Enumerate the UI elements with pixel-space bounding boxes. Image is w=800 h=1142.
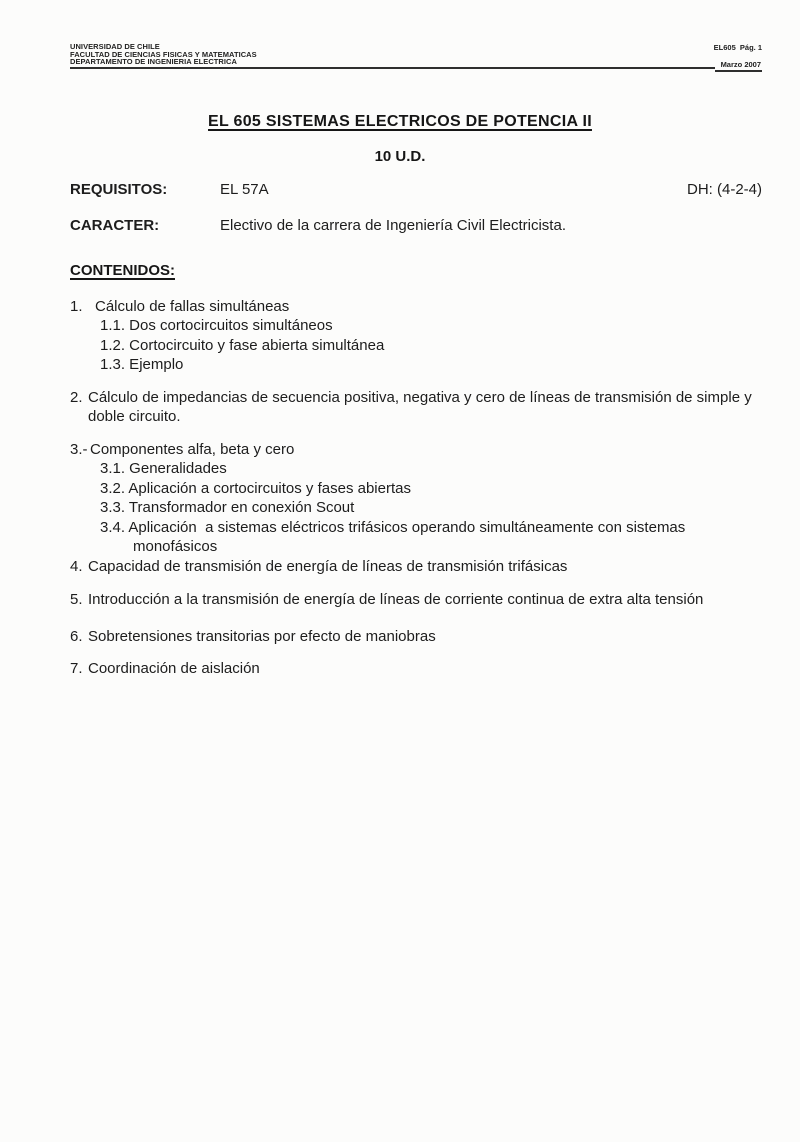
item-number: 4. [70,557,83,575]
item-text: Componentes alfa, beta y cero [90,440,295,458]
list-item-7 [70,659,762,679]
doc-date: Marzo 2007 [715,60,762,72]
requisitos-row [70,180,762,199]
contents-heading: CONTENIDOS: [70,261,175,279]
item-text: Coordinación de aislación [88,660,260,677]
item-number: 7. [70,660,83,677]
item-text: Cálculo de fallas simultáneas [95,297,290,315]
requisitos-value: EL 57A [220,180,269,198]
item-text: Sobretensiones transitorias por efecto de maniobras [88,627,436,645]
caracter-label: CARACTER: [70,216,160,234]
item-text: Cálculo de impedancias de secuencia positiva, negativa y cero de líneas de transmisión de simple y [88,388,752,406]
list-subitem-3-1: 3.1. Generalidades [100,460,227,477]
caracter-value: Electivo de la carrera de Ingeniería Civil Electricista. [220,216,566,234]
institution-block [70,43,257,66]
item-number: 1. [70,297,83,315]
list-subitem-3-4: 3.4. Aplicación a sistemas eléctricos trifásicos operando simultáneamente con sistemas [100,518,686,536]
list-item-2 [70,388,762,408]
course-title: EL 605 SISTEMAS ELECTRICOS DE POTENCIA II [208,112,592,130]
item-text: Capacidad de transmisión de energía de líneas de transmisión trifásicas [88,557,568,575]
list-subitem-1-1: 1.1. Dos cortocircuitos simultáneos [100,317,333,334]
list-item-4 [70,557,762,577]
list-item-3 [70,440,762,460]
requisitos-label: REQUISITOS: [70,180,168,198]
item-number: 5. [70,591,83,608]
page-header [70,43,762,69]
doc-ref-page-number: EL605 Pág. 1 [713,43,762,52]
list-subitem-1-2: 1.2. Cortocircuito y fase abierta simultánea [100,336,385,354]
list-subitem-3-3: 3.3. Transformador en conexión Scout [100,499,355,516]
item-text: Introducción a la transmisión de energía de líneas de corriente continua de extra alta tensión [88,591,704,608]
course-credits: 10 U.D. [374,147,426,165]
department-name: DEPARTAMENTO DE INGENIERIA ELECTRICA [70,57,237,66]
contents-list [70,297,762,679]
university-name: UNIVERSIDAD DE CHILE [70,42,160,51]
list-item-1 [70,297,762,317]
faculty-name: FACULTAD DE CIENCIAS FISICAS Y MATEMATICAS [70,49,257,59]
list-item-2-continuation: doble circuito. [88,408,181,425]
list-subitem-3-4-continuation: monofásicos [133,538,218,555]
list-item-5 [70,590,762,610]
list-item-6 [70,627,762,647]
dh-value: DH: (4-2-4) [686,180,762,198]
list-subitem-3-2: 3.2. Aplicación a cortocircuitos y fases abiertas [100,479,411,497]
item-number: 6. [70,627,83,645]
list-subitem-1-3: 1.3. Ejemplo [100,356,184,373]
item-number: 2. [70,388,83,406]
item-number: 3.- [70,440,88,458]
caracter-row [70,216,762,235]
